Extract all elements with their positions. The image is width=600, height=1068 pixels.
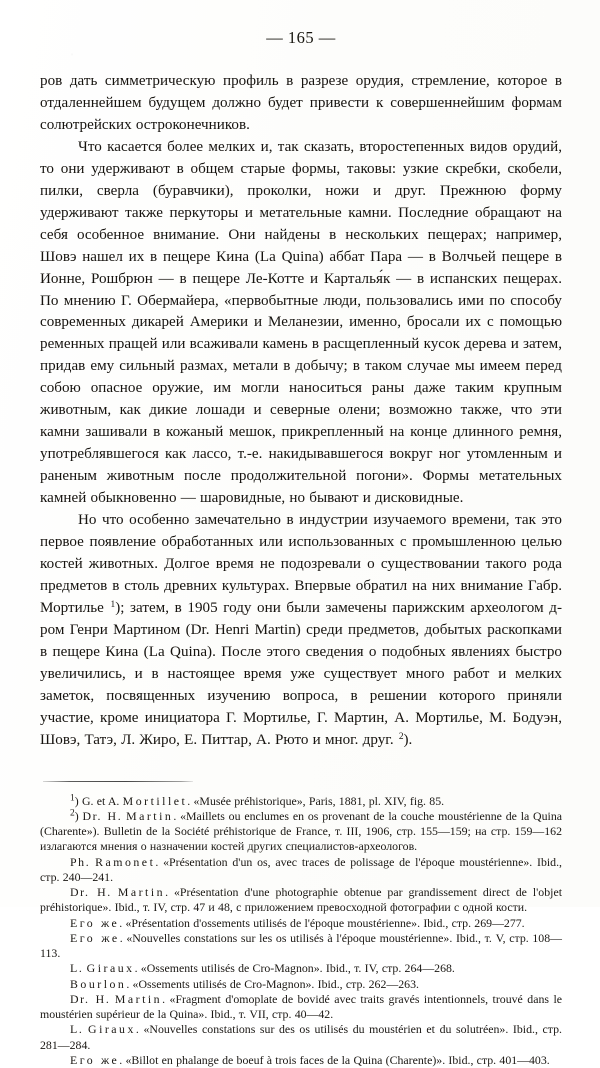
footnote-citation-text: . «Présentation d'une photographie obtenue par grandissement direct de l'objet préhistorique». Ibid., т. IV, стр. 47 и 48, с приложением превосходной фотографии с одной кости. xyxy=(40,885,562,915)
footnote-citation-text: . «Présentation d'un os, avec traces de polissage de l'époque moustérienne». Ibid., стр. 240—241. xyxy=(40,854,563,884)
footnote-separator-rule xyxy=(43,781,193,782)
footnote-marker-suffix: ) xyxy=(74,793,79,808)
footnote-author-name: Martin xyxy=(117,885,166,900)
footnote-entry xyxy=(40,931,562,962)
footnote-citation-text: . «Musée préhistorique», Paris, 1881, pl. XIV, fig. 85. xyxy=(187,793,445,808)
footnote-author-name: Ramonet xyxy=(95,854,156,869)
body-text xyxy=(40,71,562,752)
footnote-author-prefix: Ph. xyxy=(70,854,91,869)
footnote-entry xyxy=(40,794,562,809)
footnote-entry xyxy=(40,977,562,992)
footnote-author-name: Mortillet xyxy=(122,793,188,808)
footnote-marker-suffix: ) xyxy=(74,808,79,823)
footnote-author-name: Его же xyxy=(70,1052,120,1067)
paragraph-bone-industry-part2: ); затем, в 1905 году они были замечены парижским археологом д-ром Генри Мартином (Dr. Henri Martin) среди предметов, добытых раскопками в пещере Кина (La Quina). После этого сведения о подобных явлениях быстро увеличились, и в настоящее время уже существует много работ и мелких заметок, посвященных изучению вопроса, в решении которого приняли участие, кроме инициатора Г. Мортилье, Г. Мартин, А. Мортилье, М. Бодуэн, Шовэ, Татэ, Л. Жиро, Е. Питтар, А. Рюто и мног. друг. xyxy=(40,599,562,748)
footnote-citation-text: . «Nouvelles constations sur les os utilisés à l'époque moustérienne». Ibid., т. V, стр. 108—113. xyxy=(40,930,562,961)
footnote-author-name: Giraux xyxy=(88,1022,136,1037)
footnote-author-prefix: Dr. H. xyxy=(70,885,112,900)
footnote-author-name: Giraux xyxy=(86,961,135,976)
page-content xyxy=(40,0,562,1068)
footnote-citation-text: . «Présentation d'ossements utilisés de l'époque moustérienne». Ibid., стр. 269—277. xyxy=(119,915,525,930)
footnote-author-prefix: Dr. H. xyxy=(70,991,111,1006)
footnote-entry xyxy=(40,1053,562,1068)
footnote-marker-number: 2 xyxy=(70,808,75,819)
footnote-citation-text: . «Maillets ou enclumes en os provenant de la couche moustérienne de la Quina (Charente»). Bulletin de la Société préhistorique de France, т. III, 1906, стр. 155—159; на стр. 159—162 излагаются мнения о назначении костей других специалистов-археологов. xyxy=(40,808,563,854)
footnote-marker-number: 1 xyxy=(70,793,75,804)
footnote-entry xyxy=(40,961,562,976)
footnote-list xyxy=(40,794,562,1068)
footnote-entry xyxy=(40,809,562,855)
footnote-author-name: Martin xyxy=(114,991,163,1006)
footnote-entry xyxy=(40,885,562,916)
paragraph-bone-industry-part3: ). xyxy=(403,731,413,748)
footnote-citation-text: . «Ossements utilisés de Cro-Magnon». Ibid., стр. 262—263. xyxy=(126,976,419,991)
footnote-author-prefix: Dr. H. xyxy=(82,808,123,823)
paragraph-bone-industry-part1: Но что особенно замечательно в индустрии изучаемого времени, так это первое появление обработанных или использованных с промышленною целью костей животных. Долгое время не подозревали о существовании такого рода предметов в столь древних культурах. Впервые обратил на них внимание Габр. Мортилье xyxy=(40,512,562,616)
footnote-author-prefix: G. et A. xyxy=(81,793,120,808)
paragraph-continued: ров дать симметрическую профиль в разрезе орудия, стремление, которое в отдаленнейшем будущем должно будет привести к совершеннейшим формам солютрейских остроконечников. xyxy=(40,73,562,133)
footnote-author-prefix: L. xyxy=(70,961,84,976)
paragraph-small-tools: Что касается более мелких и, так сказать, второстепенных видов орудий, то они удерживают в общем старые формы, таковы: узкие скребки, скобели, пилки, сверла (буравчики), проколки, ножи и друг. Прежнюю форму удерживают также перкуторы и метательные камни. Последние обращают на себя особенное внимание. Они найдены в нескольких пещерах; например, Шовэ нашел их в пещере Кина (La Quina) аббат Пара — в Волчьей пещере в Ионне, Рошбрюн — в пещере Ле-Котте и Карталья́к — в испанских пещерах. По мнению Г. Обермайера, «первобытные люди, пользовались ими по способу современных дикарей Америки и Меланезии, именно, бросали их с помощью ременных пращей или всаживали камень в расщепленный кусок дерева и затем, придав ему сильный размах, метали в добычу; в таком случае мы имеем перед собою опасное оружие, им могли наноситься раны даже таким крупным животным, как дикие лошади и северные олени; возможно также, что эти камни зашивали в кожаный мешок, прикрепленный на конце длинного ремня, употреблявшегося как лассо, т.-е. накидывавшегося вокруг ног утомленным и раненым животным после продолжительной погони». Формы метательных камней обыкновенно — шаровидные, но бывают и дисковидные. xyxy=(40,138,562,507)
footnote-author-prefix: L. xyxy=(70,1022,84,1037)
footnote-citation-text: . «Billot en phalange de boeuf à trois faces de la Quina (Charente)». Ibid., стр. 401—403. xyxy=(119,1052,550,1067)
footnote-ref-2-number: 2 xyxy=(398,731,404,742)
page-folio-number: — 165 — xyxy=(266,28,336,47)
footnote-entry xyxy=(40,992,562,1023)
footnote-citation-text: . «Fragment d'omoplate de bovidé avec traits gravés intentionnels, trouvé dans le moustérien supérieur de la Quina». Ibid., т. VII, стр. 40—42. xyxy=(40,991,562,1022)
footnote-ref-1-number: 1 xyxy=(110,600,116,611)
footnote-citation-text: . «Nouvelles constations sur des os utilisés du moustérien et du solutréen». Ibid., стр. 281—284. xyxy=(40,1022,562,1052)
paragraph-bone-industry xyxy=(40,510,562,751)
footnote-author-name: Martin xyxy=(126,808,174,823)
footnote-author-name: Bourlon xyxy=(70,976,127,991)
footnote-entry xyxy=(40,1022,562,1053)
footnote-author-name: Его же xyxy=(70,930,120,945)
footnote-entry xyxy=(40,916,562,931)
footnote-citation-text: . «Ossements utilisés de Cro-Magnon». Ibid., т. IV, стр. 264—268. xyxy=(134,961,455,976)
footnote-author-name: Его же xyxy=(70,915,120,930)
footnote-entry xyxy=(40,855,562,886)
